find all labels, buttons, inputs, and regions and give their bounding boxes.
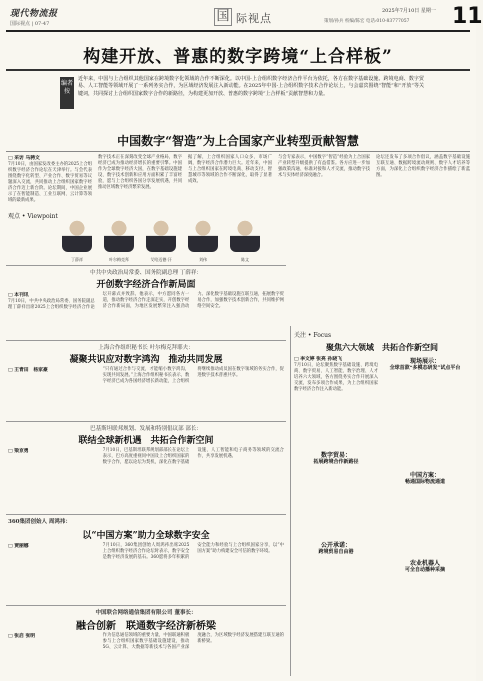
portrait-caption: 叶尔梅克拜: [109, 257, 129, 262]
portrait-photo: [62, 218, 92, 252]
sec5-kicker: 中国联合网络通信集团有限公司 董事长：: [95, 610, 197, 616]
sec2-kicker: 上海合作组织秘书长 叶尔梅克拜耶夫：: [98, 345, 194, 351]
sec3-text: 7月10日，巴基斯坦联邦规划部部长在论坛上表示，巴方高度重视同中国及上合组织国家的数字合作，愿以论坛为契机，深化在数字基础设施、人工智能和电子商务等领域的交流合作，共享发展机遇。: [102, 448, 284, 465]
focus-subhead: 农业机器人: [409, 560, 440, 567]
section-divider: [6, 605, 286, 606]
portrait-caption: 艾哈迈德·汗: [150, 257, 172, 262]
sub-headline: 中国数字“智造”为上合国家产业转型贡献智慧: [117, 134, 359, 148]
sec1-body: [8, 292, 284, 336]
portrait-photo: [188, 218, 218, 252]
editor-line: 策划/孙兵 校编/陈宏 电话:010-83777057: [324, 19, 410, 24]
sec3-kicker: 巴基斯坦联邦规划、发展和特别倡议部 部长：: [90, 426, 202, 432]
sec4-body: [8, 543, 284, 601]
editor-note-text: 近年来，中国与上合组织其他国家在跨境数字化领域的合作不断深化。以中国-上合组织数字经济合作平台为依托，各方在数字基础设施、跨境电商、数字贸易、人工智能等领域开展了一系列务实合作，为区域经济发展注入新动能。在2025年中国-上合组织数字技术合作论坛上，与会嘉宾围绕“智能”和“开放”等关键词，共同探讨上合组织国家数字合作的新路径，为构建更加开放、普惠的数字跨境“上合样板”贡献智慧和力量。: [78, 76, 424, 97]
sub-headline-rule: [6, 151, 470, 152]
focus-subhead: 中国方案：: [409, 472, 440, 479]
main-headline: 构建开放、普惠的数字跨境“上合样板”: [83, 47, 393, 67]
focus-subhead: 现场展示：: [409, 358, 440, 365]
section-divider: [6, 265, 286, 266]
focus-col-1: [294, 356, 378, 676]
focus-subhead: 畅通国际物流通道: [404, 479, 445, 485]
article1-col-2: [98, 155, 182, 213]
article1-col-3: [188, 155, 272, 213]
article1-byline: □ 采访 马骋文: [8, 155, 40, 161]
article1-col-4: [278, 155, 370, 213]
sec1-title: 开创数字经济合作新局面: [96, 280, 196, 290]
masthead: [6, 4, 483, 32]
sec2-body: [8, 367, 284, 417]
sec3-body: [8, 448, 284, 510]
portrait-caption: 丁薛祥: [71, 257, 83, 262]
sec3-byline: □ 梁京勇: [8, 448, 29, 454]
issue-date: 2025年7月10日 星期一: [382, 8, 436, 14]
sec4-byline: □ 贾丽娜: [8, 543, 29, 549]
viewpoint-label: 观点 • Viewpoint: [8, 213, 58, 220]
column-divider: [290, 326, 291, 676]
focus-subhead: 公开承诺：: [320, 542, 351, 549]
sec1-text: 7月10日，中共中央政治局常委、国务院副总理丁薛祥出席2025上合组织数字经济合作论坛开幕式并致辞。他表示，中方愿同各方一道，推动数字经济合作走深走实，开创数字经济合作新局面，为地区发展繁荣注入强劲动力。深化数字基础设施互联互通，拓展数字贸易合作，加强数字技术创新合作，共同维护网络空间安全。: [8, 292, 284, 310]
focus-subhead: 数字贸易：: [320, 452, 351, 459]
article1-text: 论坛还发布了多项合作倡议，涵盖数字基础设施互联互通、数据跨境流动规则、数字人才培养等方面，为深化上合组织数字经济合作描绘了新蓝图。: [376, 155, 470, 178]
article1-text: 7月10日，由国家发改委主办的2025上合组织数字经济合作论坛在天津举行。与会代表围绕数字化转型、产业合作、数字贸易等议题深入交流，共同推动上合组织国家数字经济合作迈上新台阶。论坛期间，中国企业展示了在智能制造、工业互联网、云计算等领域的最新成果。: [8, 162, 92, 203]
article1-col-1: [8, 155, 92, 207]
sec5-text: 作为信息通信领域的重要力量，中国联通积极参与上合组织国家数字基础设施建设，推动5G、云计算、大数据等新技术与各国产业深度融合，为区域数字经济发展搭建互联互通的新桥梁。: [102, 633, 284, 650]
section-icon: 国: [214, 8, 232, 26]
portrait-caption: 陈文: [241, 257, 249, 262]
focus-subhead: 全球首款“多模态研发”试点平台: [389, 365, 461, 371]
sec4-text: 7月10日，360集团创始人周鸿祎出席2025上合组织数字经济合作论坛时表示，数字安全是数字经济发展的基石。360愿将多年积累的安全能力和经验与上合组织国家分享，以“中国方案”助力构建安全可信的数字环境。: [102, 543, 284, 560]
sec3-title: 联结全球新机遇 共拓合作新空间: [78, 436, 214, 446]
sec2-title: 凝聚共识应对数字鸿沟 推动共同发展: [69, 355, 223, 365]
page-number: 11: [452, 4, 483, 29]
sec5-title: 融合创新 联通数字经济新桥梁: [76, 621, 216, 632]
article1-text: 数字技术正在深刻改变全球产业格局，数字经济已成为推动经济增长的重要引擎。中国作为全球数字经济大国，在数字基础设施建设、数字技术创新和应用方面积累了丰富经验，愿与上合组织各国分享发展机遇，共同推动区域数字经济繁荣发展。: [98, 155, 182, 190]
portrait-photo: [104, 218, 134, 252]
article1-text: 与会专家表示，中国数字“智造”经验为上合国家产业转型升级提供了有益借鉴。各方应进一步加强政策沟通、标准对接和人才交流，推动数字技术与实体经济深度融合。: [278, 155, 370, 178]
editor-note-badge: 编者按: [60, 77, 74, 109]
focus-label: 关注 • Focus: [294, 332, 332, 339]
sec4-title: 以“中国方案”助力全球数字安全: [82, 531, 210, 541]
sec1-byline: □ 本刊讯: [8, 292, 29, 298]
portrait-caption: 刘伟: [199, 257, 207, 262]
headline-rule: [6, 69, 470, 71]
sec5-byline: □ 张启 张明: [8, 633, 36, 639]
focus-subhead: 可全自动播种采摘: [404, 567, 445, 573]
edition-line: 国际视点 | 07-47: [10, 21, 50, 27]
portrait-photo: [230, 218, 260, 252]
sec2-text: “只有通过合作与交流，才能缩小数字鸿沟，实现共同发展。”上海合作组织秘书长表示，数字经济已成为各国经济增长新动能，上合组织将继续推动成员国在数字领域的务实合作，促进数字技术普惠共享。: [102, 367, 284, 384]
focus-subhead: 拓展跨境合作新路径: [313, 459, 359, 465]
focus-byline: □ 李文婷 张亮 孙晓飞: [294, 356, 342, 362]
section-divider: [6, 340, 286, 341]
sec4-kicker: 360集团创始人 周鸿祎：: [8, 519, 71, 525]
focus-text: 7月10日，论坛聚焦数字基础设施、跨境电商、数字贸易、人工智能、数字治理、人才培养六大领域，各方围绕务实合作开展深入交流，发布多项合作成果，为上合组织国家数字经济合作注入新动能。: [294, 363, 378, 392]
newspaper-logo: 现代物流报: [10, 9, 58, 19]
focus-subhead: 跨境贸易自由港: [318, 549, 354, 555]
section-divider: [6, 421, 286, 422]
sec5-body: [8, 633, 284, 677]
section-divider: [6, 514, 286, 515]
focus-title: 聚焦六大领域 共拓合作新空间: [326, 342, 438, 352]
sec1-kicker: 中共中央政治局常委、国务院副总理 丁薛祥：: [90, 270, 202, 276]
section-name: 际视点: [236, 12, 272, 25]
article1-col-5: [376, 155, 470, 325]
sec2-byline: □ 王青田 杨家豪: [8, 367, 48, 373]
portrait-photo: [146, 218, 176, 252]
article1-text: 据了解，上合组织国家人口众多、市场广阔，数字经济合作潜力巨大。近年来，中国与上合组织国家在跨境电商、移动支付、智慧城市等领域的合作不断深化，取得了显著成效。: [188, 155, 272, 184]
